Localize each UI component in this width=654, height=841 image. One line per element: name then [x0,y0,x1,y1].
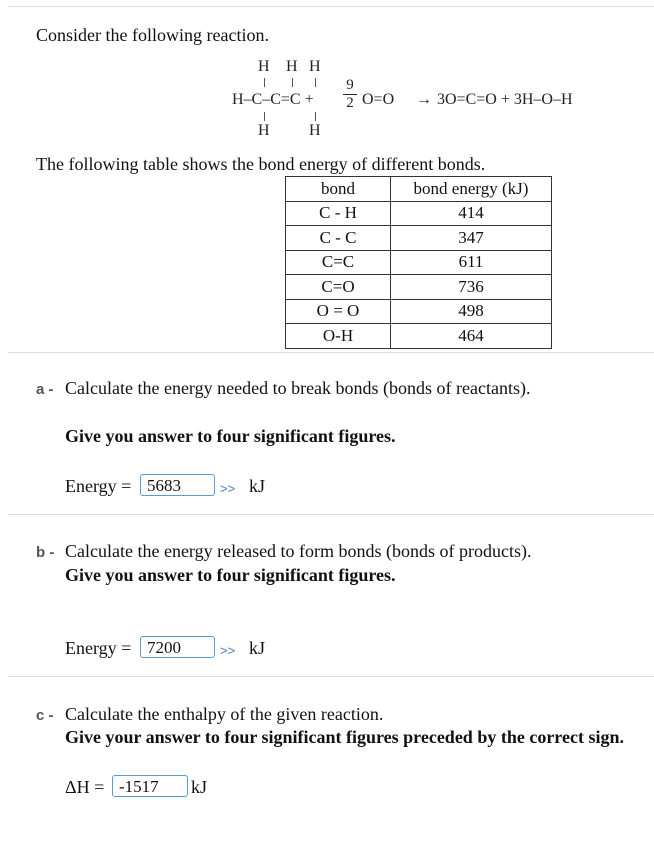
coef-denominator: 2 [346,95,354,111]
question-b-instruction: Give you answer to four significant figures. [65,565,396,585]
bond-cell: C - H [286,201,391,226]
question-c-instruction: Give your answer to four significant figures preceded by the correct sign. [65,727,624,747]
table-header-row [286,177,552,202]
divider-a [8,352,654,353]
question-a-label: a - [36,381,54,398]
top-h-1: H [258,58,270,75]
coefficient-fraction [343,78,357,111]
bond-cell: O-H [286,324,391,349]
divider-top [8,6,654,7]
divider-c [8,676,654,677]
bond-line [292,78,293,87]
oxygen-molecule: O=O [362,91,395,108]
question-b-label: b - [36,544,55,561]
energy-cell: 347 [391,226,552,251]
divider-b [8,514,654,515]
table-row [286,226,552,251]
top-h-2: H [286,58,298,75]
energy-a-chevron-icon[interactable]: >> [220,481,236,496]
energy-cell: 611 [391,250,552,275]
bottom-h-2: H [309,122,321,139]
table-row [286,201,552,226]
table-row [286,324,552,349]
energy-cell: 414 [391,201,552,226]
products: 3O=C=O + 3H–O–H [437,91,573,108]
table-intro: The following table shows the bond energy of different bonds. [36,154,486,174]
reaction-equation [230,56,650,148]
table-row [286,250,552,275]
coef-numerator: 9 [346,77,354,93]
reactant-chain: H–C–C=C + [232,91,314,108]
energy-b-chevron-icon[interactable]: >> [220,643,236,658]
bond-cell: C=O [286,275,391,300]
header-energy: bond energy (kJ) [391,177,552,202]
question-c-text: Calculate the enthalpy of the given reaction. [65,704,384,724]
enthalpy-label: ΔH = [65,777,105,797]
bond-line [264,78,265,87]
question-a-instruction: Give you answer to four significant figures. [65,426,396,446]
header-bond: bond [286,177,391,202]
bond-cell: O = O [286,299,391,324]
bond-cell: C - C [286,226,391,251]
top-h-3: H [309,58,321,75]
bond-line [315,112,316,121]
intro-text: Consider the following reaction. [36,25,269,45]
question-b-text: Calculate the energy released to form bonds (bonds of products). [65,541,532,561]
bond-line [315,78,316,87]
table-row [286,299,552,324]
reaction-arrow: → [416,91,432,108]
bottom-h-1: H [258,122,270,139]
enthalpy-input[interactable]: -1517 [112,775,188,797]
energy-a-label: Energy = [65,476,132,496]
energy-cell: 498 [391,299,552,324]
bond-cell: C=C [286,250,391,275]
energy-cell: 736 [391,275,552,300]
energy-b-unit: kJ [249,638,266,658]
bond-energy-table [285,176,552,349]
energy-a-unit: kJ [249,476,266,496]
energy-cell: 464 [391,324,552,349]
bond-line [264,112,265,121]
energy-a-input[interactable]: 5683 [140,474,215,496]
energy-b-label: Energy = [65,638,132,658]
enthalpy-unit: kJ [191,777,208,797]
energy-b-input[interactable]: 7200 [140,636,215,658]
question-a-text: Calculate the energy needed to break bonds (bonds of reactants). [65,378,531,398]
table-row [286,275,552,300]
question-c-label: c - [36,707,54,724]
